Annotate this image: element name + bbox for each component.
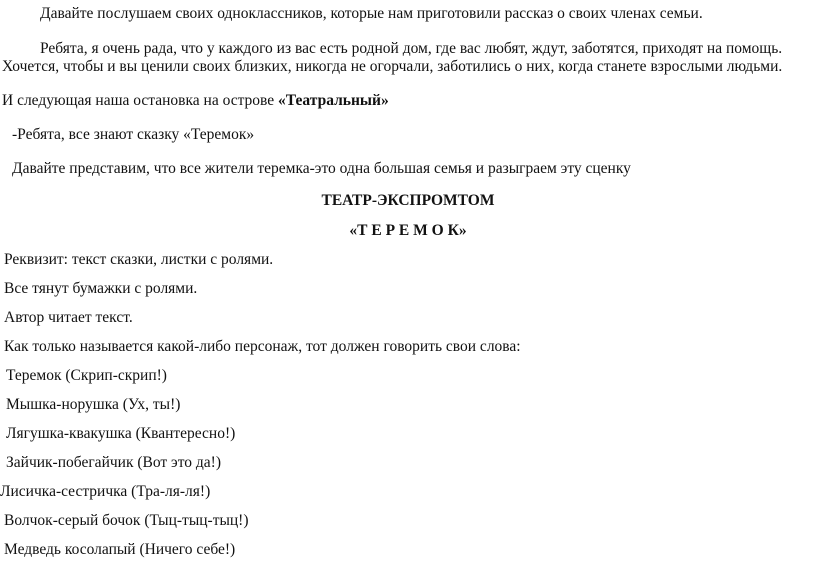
paragraph-home-line-1: Ребята, я очень рада, что у каждого из вас есть родной дом, где вас любят, ждут, заботятся, приходят на помощь. [40, 40, 783, 57]
role-line-bear: Медведь косолапый (Ничего себе!) [4, 541, 236, 558]
role-line-fox: Лисичка-сестричка (Тра-ля-ля!) [0, 483, 211, 500]
paragraph-next-stop [2, 92, 389, 110]
paragraph-home-line-2: Хочется, чтобы и вы ценили своих близких, никогда не огорчали, заботились о них, когда станете взрослыми людьми. [2, 58, 783, 75]
next-stop-text: И следующая наша остановка на острове [2, 92, 279, 109]
paragraph-author-reads: Автор читает текст. [4, 309, 133, 326]
paragraph-imagine-family: Давайте представим, что все жители теремка-это одна большая семья и разыграем эту сценку [12, 160, 631, 177]
role-line-wolf: Волчок-серый бочок (Тыц-тыц-тыц!) [4, 512, 249, 529]
role-line-frog: Лягушка-квакушка (Квантересно!) [6, 425, 236, 442]
island-name: «Театральный» [278, 92, 389, 109]
role-line-mouse: Мышка-норушка (Ух, ты!) [6, 396, 181, 413]
paragraph-teremok-tale: -Ребята, все знают сказку «Теремок» [12, 126, 255, 143]
paragraph-instruction: Как только называется какой-либо персонаж, тот должен говорить свои слова: [4, 338, 521, 355]
paragraph-all-pull-roles: Все тянут бумажки с ролями. [4, 280, 198, 297]
heading-teremok: «Т Е Р Е М О К» [349, 222, 467, 239]
paragraph-props: Реквизит: текст сказки, листки с ролями. [4, 251, 274, 268]
role-line-teremok: Теремок (Скрип-скрип!) [6, 367, 167, 384]
role-line-hare: Зайчик-побегайчик (Вот это да!) [6, 454, 221, 471]
paragraph-listen-classmates: Давайте послушаем своих одноклассников, которые нам приготовили рассказ о своих членах семьи. [40, 5, 703, 22]
heading-theatre-impromptu: ТЕАТР-ЭКСПРОМТОМ [321, 192, 495, 209]
